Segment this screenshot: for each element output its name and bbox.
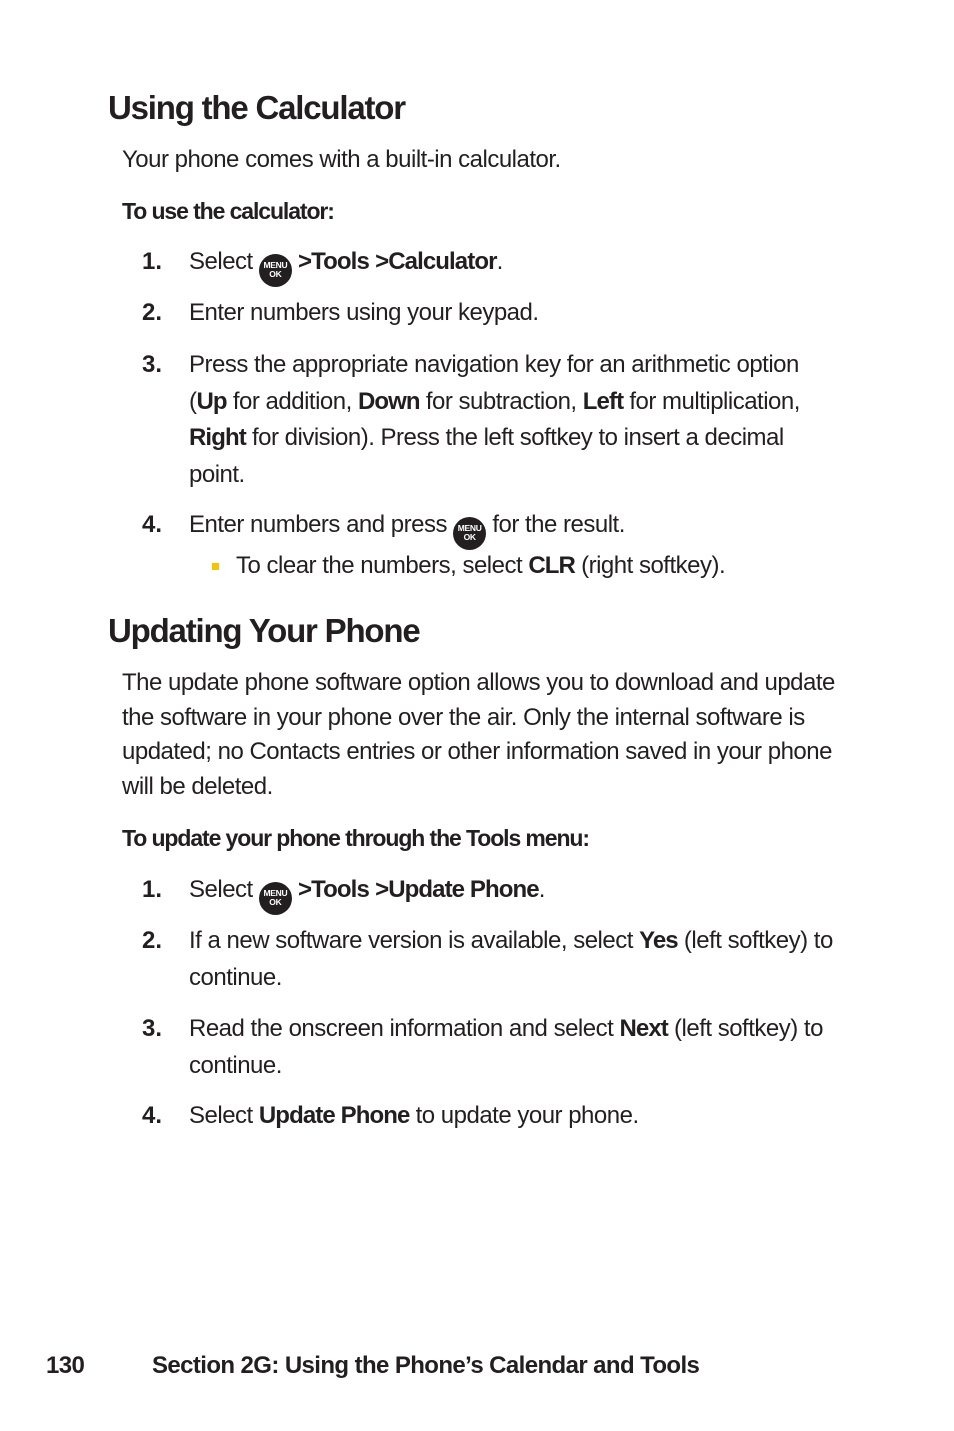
step-text: Press the appropriate navigation key for an arithmetic option (Up for addition, Down for subtraction, Left for multiplication, Right for division). Press the left softkey to insert a decimal point. [189, 351, 800, 488]
section-title-update: Updating Your Phone [108, 612, 420, 649]
update-intro: The update phone software option allows you to download and update the software in your phone over the air. Only the internal software is updated; no Contacts entries or other information saved in your phone will be deleted. [122, 669, 835, 800]
step-number: 4. [142, 1102, 163, 1129]
section-title-calculator: Using the Calculator [108, 89, 405, 126]
calculator-step-2 [142, 295, 842, 332]
calculator-step-1 [142, 244, 842, 287]
step-text: Select MENU OK >Tools >Calculator. [189, 244, 842, 287]
step-number: 2. [142, 299, 163, 326]
calculator-menu-label: Calculator [388, 248, 497, 275]
step-text: Select Update Phone to update your phone. [189, 1102, 639, 1129]
tools-menu-label: Tools [311, 876, 369, 903]
menu-ok-key-icon: MENU OK [259, 882, 292, 915]
bullet-text: To clear the numbers, select CLR (right softkey). [236, 552, 726, 579]
bullet-square-icon [212, 563, 219, 570]
update-subhead: To update your phone through the Tools menu: [122, 825, 589, 851]
step-number: 2. [142, 927, 163, 954]
calculator-step-4 [142, 507, 842, 550]
tools-menu-label: Tools [311, 248, 369, 275]
update-step-2 [142, 923, 842, 996]
calculator-subhead: To use the calculator: [122, 198, 334, 224]
update-step-4 [142, 1098, 842, 1135]
step-text: Read the onscreen information and select Next (left softkey) to continue. [189, 1015, 823, 1079]
step-number: 1. [142, 248, 163, 275]
section-footer: Section 2G: Using the Phone’s Calendar and Tools [152, 1352, 700, 1379]
step-text: Enter numbers and press MENU OK for the result. [189, 507, 842, 550]
step-number: 3. [142, 1015, 163, 1042]
step-number: 4. [142, 511, 163, 538]
menu-ok-key-icon: MENU OK [453, 517, 486, 550]
step-number: 1. [142, 876, 163, 903]
calculator-intro: Your phone comes with a built-in calculator. [122, 146, 561, 173]
step-number: 3. [142, 351, 163, 378]
step-text: Enter numbers using your keypad. [189, 299, 539, 326]
update-phone-menu-label: Update Phone [388, 876, 539, 903]
calculator-step-3 [142, 347, 842, 493]
menu-ok-key-icon: MENU OK [259, 254, 292, 287]
update-step-1 [142, 872, 842, 915]
step-text: Select MENU OK >Tools >Update Phone. [189, 872, 842, 915]
update-step-3 [142, 1011, 842, 1084]
calculator-bullet [212, 548, 852, 584]
page-number: 130 [46, 1352, 85, 1379]
step-text: If a new software version is available, select Yes (left softkey) to continue. [189, 927, 833, 991]
